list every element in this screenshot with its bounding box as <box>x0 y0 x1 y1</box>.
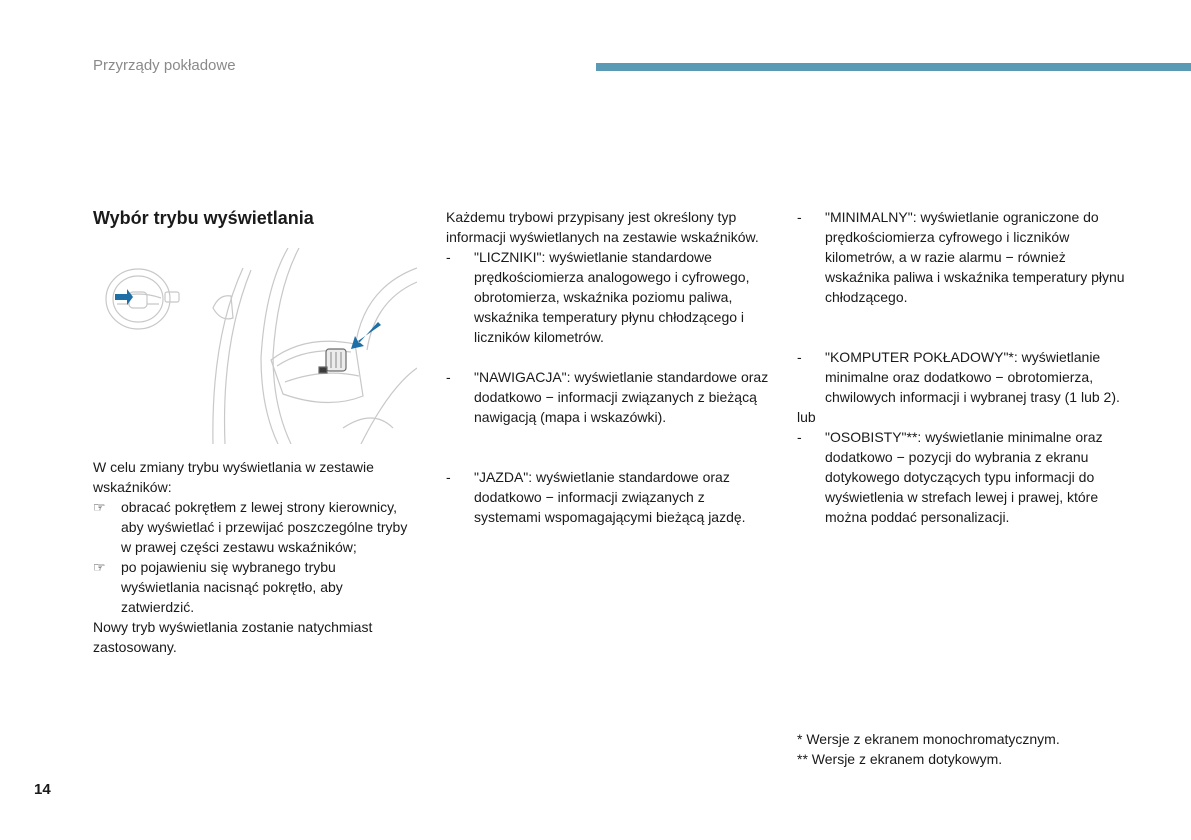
instruction-step-text: obracać pokrętłem z lewej strony kierownicy, aby wyświetlać i przewijać poszczególne tryby w prawej części zestawu wskaźników; <box>121 499 408 555</box>
page-number: 14 <box>34 781 51 798</box>
mode-item-liczniki <box>446 247 771 347</box>
instruction-step <box>93 497 413 557</box>
mode-text: "KOMPUTER POKŁADOWY"*: wyświetlanie minimalne oraz dodatkowo − obrotomierza, chwilowych informacji i wybranej trasy (1 lub 2). <box>825 349 1120 405</box>
instructions-lead: W celu zmiany trybu wyświetlania w zestawie wskaźników: <box>93 459 374 495</box>
mode-text: "NAWIGACJA": wyświetlanie standardowe oraz dodatkowo − informacji związanych z bieżącą nawigacją (mapa i wskazówki). <box>474 369 769 425</box>
dash-marker: - <box>797 429 802 445</box>
steering-wheel-illustration <box>93 248 417 444</box>
header-accent-bar <box>596 63 1191 71</box>
footnote: * Wersje z ekranem monochromatycznym. <box>797 731 1060 747</box>
instruction-step-text: po pojawieniu się wybranego trybu wyświetlania nacisnąć pokrętło, aby zatwierdzić. <box>121 559 343 615</box>
wheel-closeup <box>213 248 417 444</box>
modes-column-2 <box>446 207 771 527</box>
dash-marker: - <box>797 209 802 225</box>
or-word: lub <box>797 409 816 425</box>
pointing-hand-icon: ☞ <box>93 559 106 575</box>
footnotes <box>797 729 1127 769</box>
mode-text: "OSOBISTY"**: wyświetlanie minimalne oraz dodatkowo − pozycji do wybrania z ekranu dotykowego dotyczących typu informacji do wyświetlenia w strefach lewej i prawej, które można poddać personalizacji. <box>825 429 1103 525</box>
mode-item-jazda <box>446 467 771 527</box>
dash-marker: - <box>446 369 451 385</box>
mode-text: "LICZNIKI": wyświetlanie standardowe prędkościomierza analogowego i cyfrowego, obrotomierza, wskaźnika poziomu paliwa, wskaźnika temperatury płynu chłodzącego i liczników kilometrów. <box>474 249 750 345</box>
mode-item-nawigacja <box>446 367 771 427</box>
mode-text: "MINIMALNY": wyświetlanie ograniczone do prędkościomierza cyfrowego i liczników kilometrów, a w razie alarmu − również wskaźnika paliwa i wskaźnika temperatury płynu chłodzącego. <box>825 209 1125 305</box>
pointing-hand-icon: ☞ <box>93 499 106 515</box>
mode-item-minimalny <box>797 207 1127 307</box>
instruction-step <box>93 557 413 617</box>
mode-item-komputer-pokladowy <box>797 347 1127 407</box>
dash-marker: - <box>446 469 451 485</box>
section-title: Wybór trybu wyświetlania <box>93 208 314 228</box>
footnote: ** Wersje z ekranem dotykowym. <box>797 751 1003 767</box>
modes-intro: Każdemu trybowi przypisany jest określony typ informacji wyświetlanych na zestawie wskaźników. <box>446 209 759 245</box>
instructions-outro: Nowy tryb wyświetlania zostanie natychmiast zastosowany. <box>93 619 373 655</box>
control-dial <box>319 349 346 373</box>
dash-marker: - <box>797 349 802 365</box>
mode-text: "JAZDA": wyświetlanie standardowe oraz dodatkowo − informacji związanych z systemami wspomagającymi bieżącą jazdę. <box>474 469 746 525</box>
steering-wheel-drawing <box>93 248 417 444</box>
modes-column-3 <box>797 207 1127 527</box>
dial-arrow-icon <box>351 322 381 349</box>
thumbnail-arrow-icon <box>115 289 133 305</box>
mode-item-osobisty <box>797 427 1127 527</box>
header-title: Przyrządy pokładowe <box>93 57 236 74</box>
instructions-block <box>93 457 413 657</box>
dash-marker: - <box>446 249 451 265</box>
